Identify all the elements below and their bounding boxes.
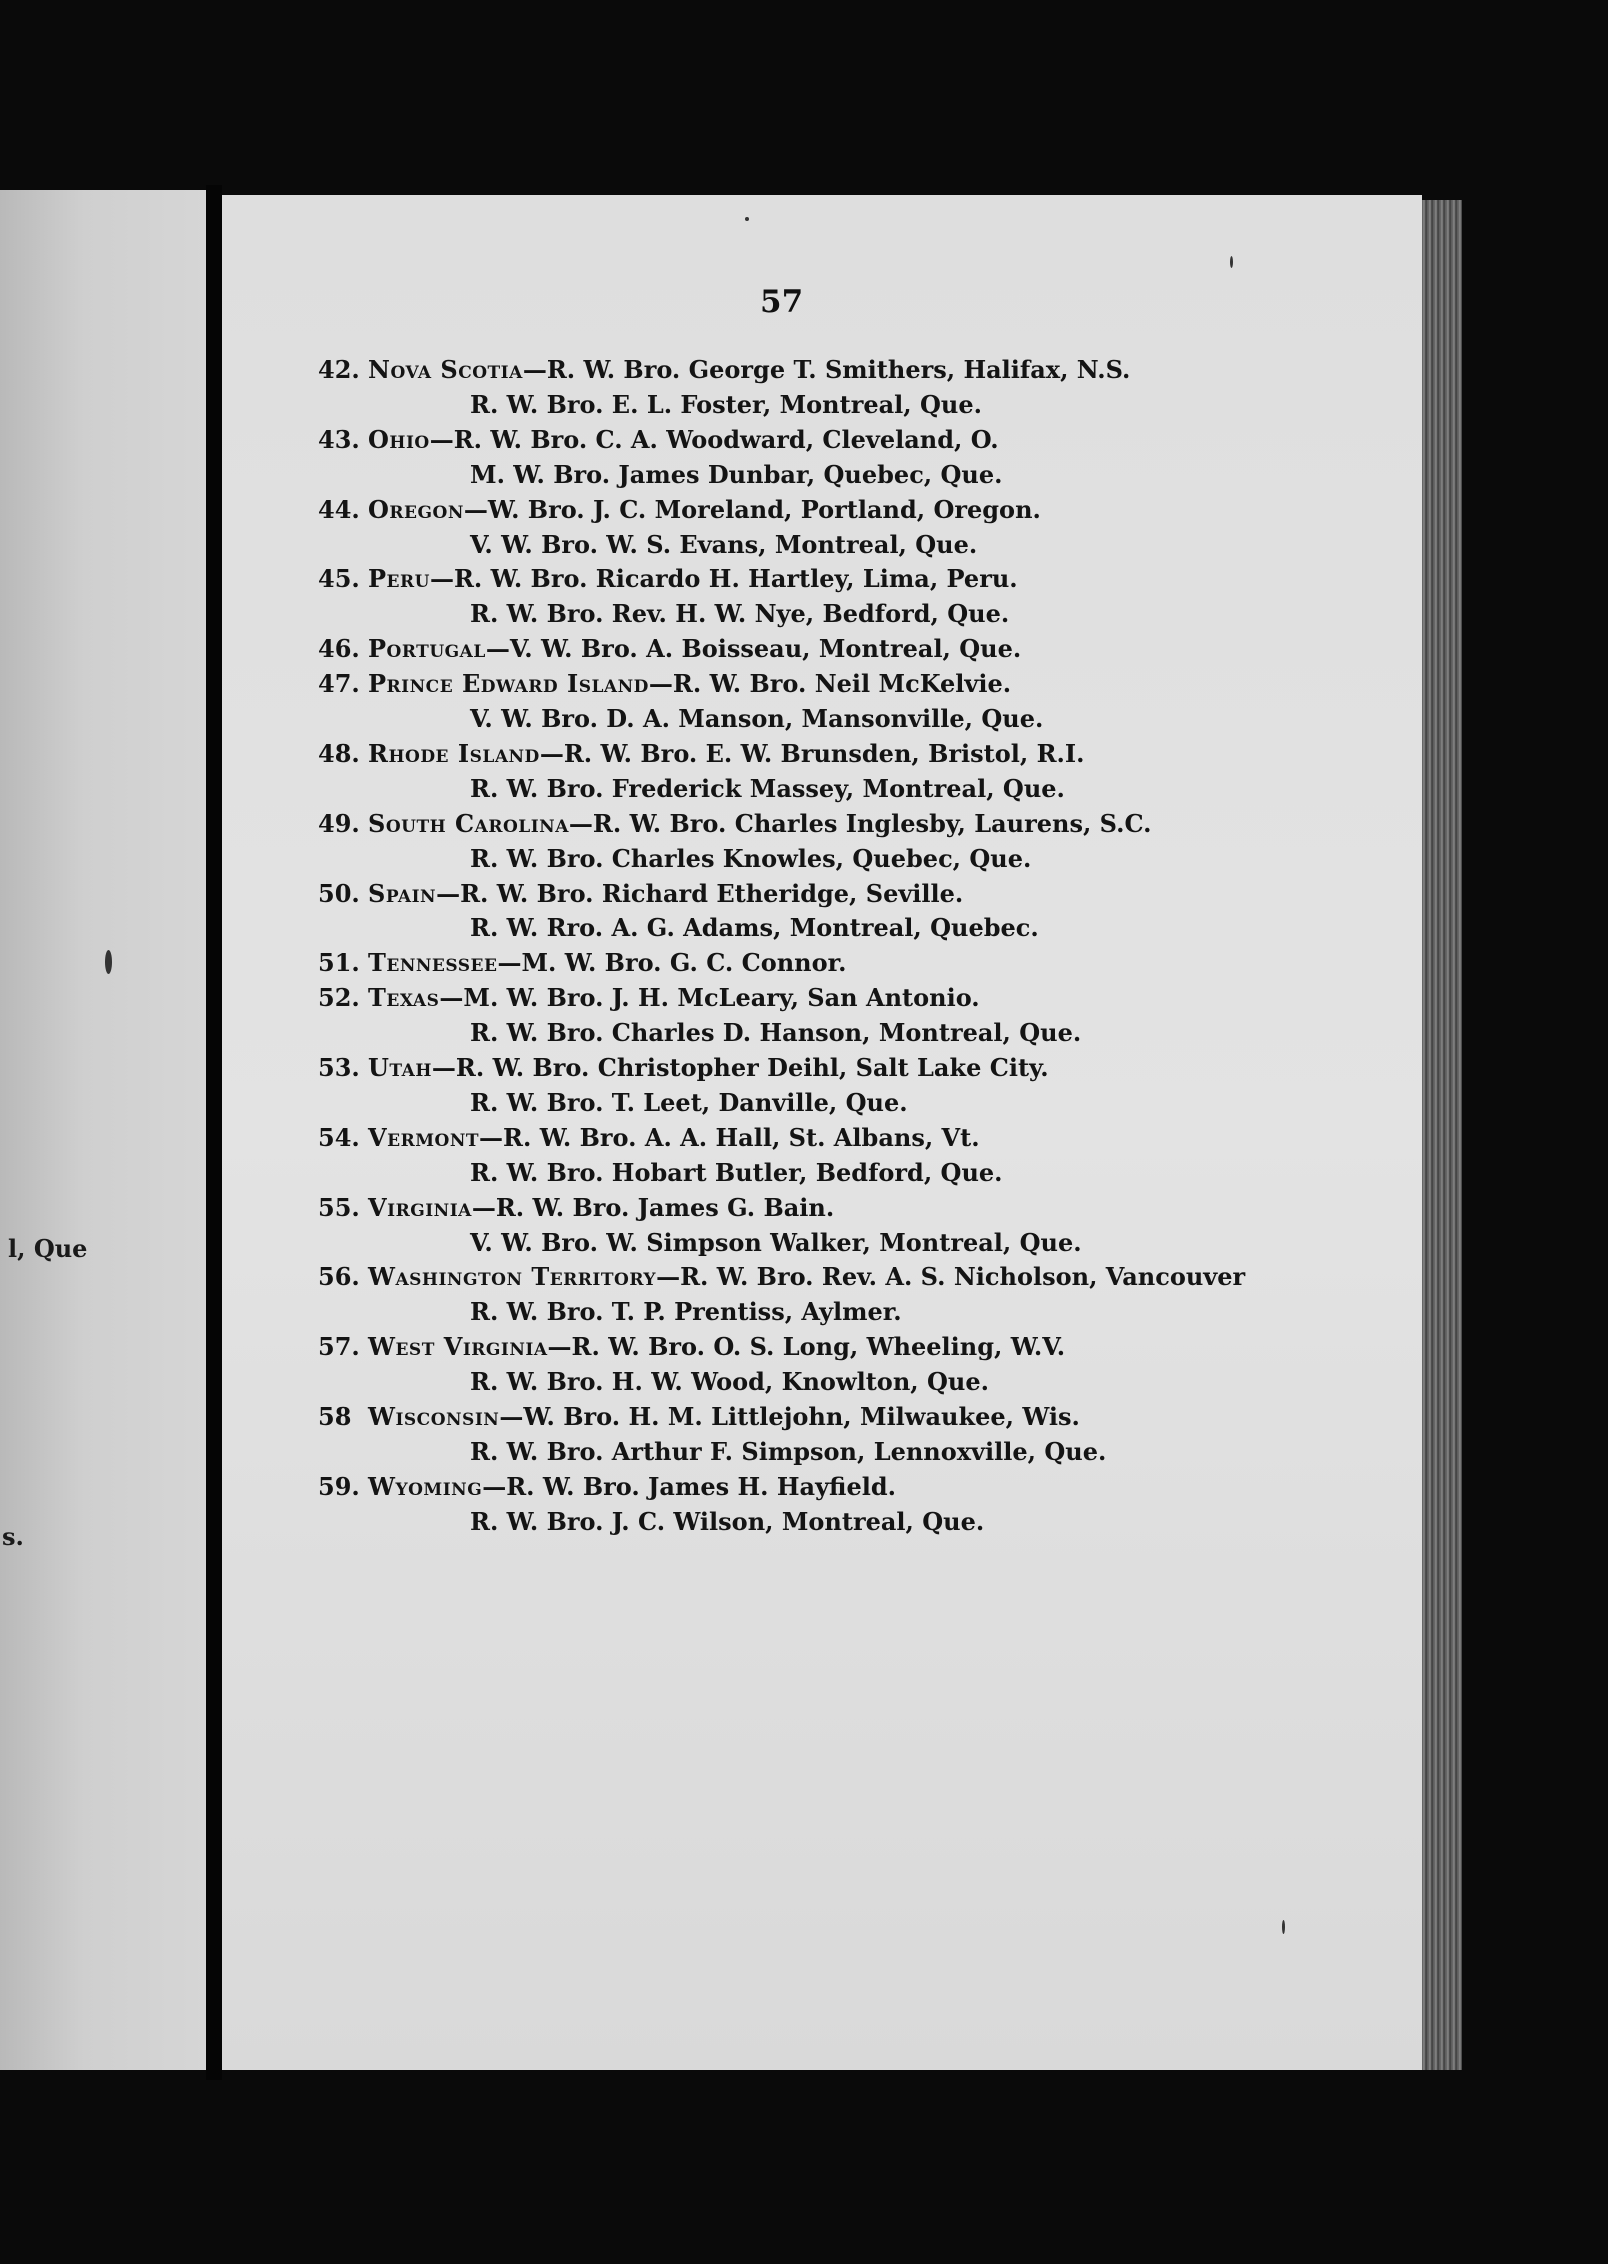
page-number: 57 [760,284,804,320]
representative-secondary: R. W. Bro. Arthur F. Simpson, Lennoxville, Que. [470,1436,1107,1466]
list-item [318,1332,1065,1362]
separator: — [436,878,461,908]
scan-speck [1230,256,1233,268]
left-page-text-fragment: l, Que [8,1234,88,1263]
representative-secondary: V. W. Bro. D. A. Manson, Mansonville, Que. [470,704,1044,733]
separator: — [568,808,593,838]
representative-secondary: R. W. Bro. T. P. Prentiss, Aylmer. [470,1297,902,1327]
entry-number: 54. [318,1122,360,1152]
entry-number: 48. [318,738,360,768]
list-item [318,809,1152,839]
list-item [318,948,846,978]
jurisdiction-name: Washington Territory [368,1262,657,1292]
list-item [318,1472,896,1502]
jurisdiction-name: Virginia [368,1192,472,1222]
jurisdiction-name: West Virginia [368,1332,548,1362]
list-item [318,669,1011,699]
entry-number: 49. [318,808,360,838]
separator: — [539,738,564,768]
representative-secondary: R. W. Bro. H. W. Wood, Knowlton, Que. [470,1367,989,1397]
representative-secondary: R. W. Bro. Hobart Butler, Bedford, Que. [470,1157,1003,1187]
representative-primary: R. W. Bro. C. A. Woodward, Cleveland, O. [453,424,999,454]
representative-primary: R. W. Bro. Rev. A. S. Nicholson, Vancouver [680,1262,1246,1292]
separator: — [485,634,510,664]
representative-secondary: V. W. Bro. W. Simpson Walker, Montreal, Que. [470,1227,1082,1257]
separator: — [479,1122,504,1152]
separator: — [522,355,547,384]
representative-primary: R. W. Bro. O. S. Long, Wheeling, W.V. [571,1332,1066,1362]
separator: — [499,1402,524,1431]
entry-number: 55. [318,1192,360,1222]
list-item [318,1193,834,1223]
scan-speck [105,950,112,974]
list-item [318,634,1021,664]
jurisdiction-name: Wisconsin [368,1402,500,1431]
representative-primary: R. W. Bro. George T. Smithers, Halifax, N.S. [546,355,1131,384]
representative-secondary: R. W. Bro. Frederick Massey, Montreal, Que. [470,773,1065,803]
jurisdiction-name: Nova Scotia [368,355,523,384]
jurisdiction-name: Prince Edward Island [368,669,649,699]
representative-primary: R. W. Bro. Ricardo H. Hartley, Lima, Peru. [453,564,1018,594]
representative-secondary: R. W. Bro. Charles Knowles, Quebec, Que. [470,843,1032,873]
representative-secondary: R. W. Bro. J. C. Wilson, Montreal, Que. [470,1506,985,1536]
representative-primary: R. W. Bro. Christopher Deihl, Salt Lake City. [455,1053,1049,1082]
representative-primary: R. W. Bro. Richard Etheridge, Seville. [460,878,964,908]
jurisdiction-name: Tennessee [368,948,498,978]
jurisdiction-name: Wyoming [368,1471,483,1501]
jurisdiction-name: Rhode Island [368,738,540,768]
representative-secondary: R. W. Bro. Rev. H. W. Nye, Bedford, Que. [470,599,1010,629]
entry-number: 46. [318,634,360,664]
separator: — [431,1053,456,1082]
entry-number: 56. [318,1262,360,1292]
entry-number: 43. [318,424,360,454]
representative-secondary: R. W. Bro. E. L. Foster, Montreal, Que. [470,389,982,419]
jurisdiction-name: Vermont [368,1122,480,1152]
list-item [318,1262,1245,1292]
separator: — [439,983,464,1013]
representative-primary: R. W. Bro. E. W. Brunsden, Bristol, R.I. [563,738,1085,768]
entry-number: 47. [318,669,360,699]
representative-secondary: M. W. Bro. James Dunbar, Quebec, Que. [470,459,1003,489]
jurisdiction-name: Utah [368,1053,432,1082]
entry-number: 59. [318,1471,360,1501]
representative-primary: V. W. Bro. A. Boisseau, Montreal, Que. [509,634,1022,664]
list-item [318,1123,980,1153]
separator: — [656,1262,681,1292]
list-item [318,425,999,455]
entry-number: 44. [318,494,360,524]
list-item [318,1053,1049,1083]
entry-number: 57. [318,1332,360,1362]
representative-secondary: R. W. Bro. Charles D. Hanson, Montreal, Que. [470,1018,1082,1048]
representative-primary: R. W. Bro. A. A. Hall, St. Albans, Vt. [503,1122,980,1152]
representative-primary: M. W. Bro. J. H. McLeary, San Antonio. [463,983,980,1013]
separator: — [547,1332,572,1362]
left-page-text-fragment: s. [2,1522,24,1551]
entry-number: 42. [318,355,360,384]
list-item [318,739,1084,769]
list-item [318,564,1018,594]
representative-primary: R. W. Bro. Charles Inglesby, Laurens, S.C. [592,808,1152,838]
separator: — [429,564,454,594]
jurisdiction-name: South Carolina [368,808,569,838]
entry-number: 51. [318,948,360,978]
jurisdiction-name: Spain [368,878,437,908]
list-item [318,355,1130,385]
representative-primary: M. W. Bro. G. C. Connor. [521,948,847,978]
separator: — [471,1192,496,1222]
list-item [318,879,963,909]
representative-primary: R. W. Bro. James H. Hayfield. [506,1471,897,1501]
separator: — [429,424,454,454]
separator: — [463,494,488,524]
separator: — [648,669,673,699]
entry-number: 45. [318,564,360,594]
jurisdiction-name: Peru [368,564,430,594]
separator: — [497,948,522,978]
jurisdiction-name: Ohio [368,424,430,454]
representative-primary: W. Bro. J. C. Moreland, Portland, Oregon. [487,494,1041,524]
representative-secondary: R. W. Rro. A. G. Adams, Montreal, Quebec. [470,913,1039,943]
jurisdiction-name: Texas [368,983,440,1013]
list-item [318,983,980,1013]
jurisdiction-name: Oregon [368,494,464,524]
representative-primary: R. W. Bro. James G. Bain. [495,1192,835,1222]
entry-number: 53. [318,1053,360,1082]
scan-speck [745,217,749,221]
representative-primary: W. Bro. H. M. Littlejohn, Milwaukee, Wis. [523,1402,1080,1431]
entry-number: 58 [318,1402,352,1431]
representative-secondary: V. W. Bro. W. S. Evans, Montreal, Que. [470,529,978,559]
entry-number: 52. [318,983,360,1013]
list-item [318,495,1041,525]
list-item [318,1402,1080,1432]
representative-primary: R. W. Bro. Neil McKelvie. [672,669,1012,699]
entry-number: 50. [318,878,360,908]
separator: — [482,1471,507,1501]
scan-speck [1282,1920,1285,1934]
jurisdiction-name: Portugal [368,634,486,664]
representative-secondary: R. W. Bro. T. Leet, Danville, Que. [470,1087,908,1117]
